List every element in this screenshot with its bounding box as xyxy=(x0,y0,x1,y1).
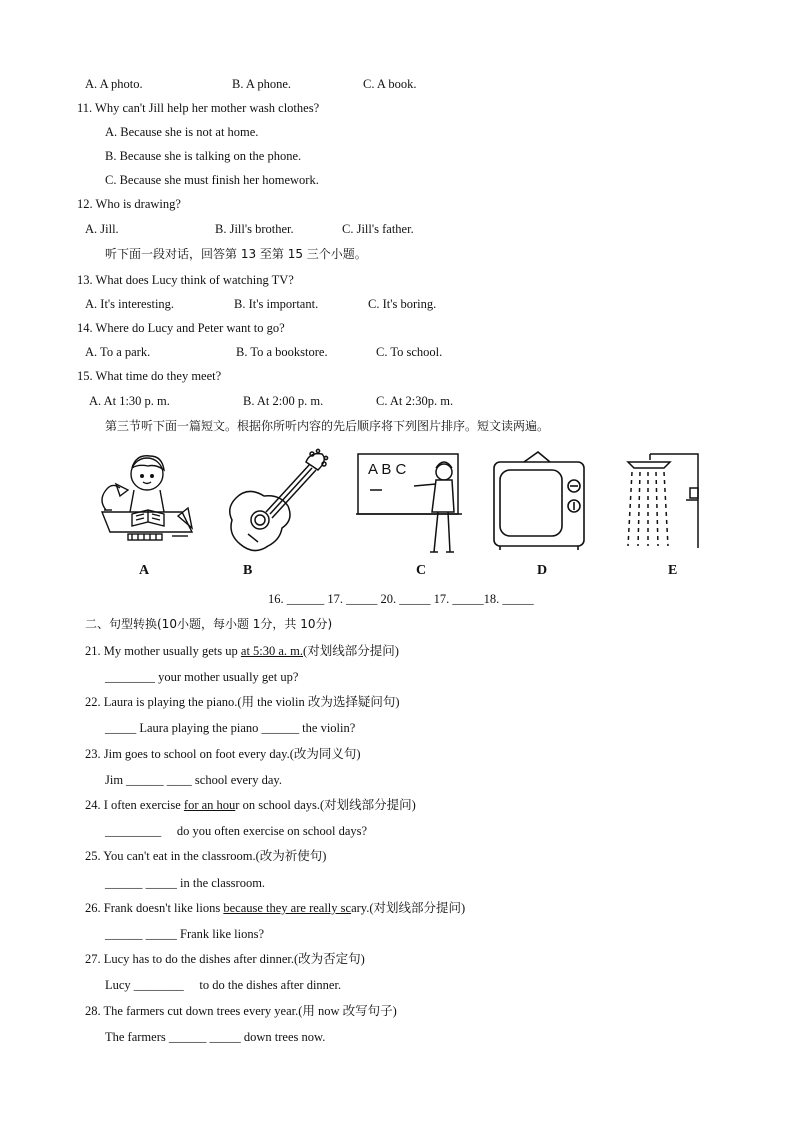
question-text: 24. I often exercise xyxy=(85,798,184,812)
question-stem: 12. Who is drawing? xyxy=(77,197,181,211)
question-24 xyxy=(85,797,416,813)
television-icon xyxy=(490,448,590,552)
option-b: B. A phone. xyxy=(232,77,292,91)
question-22: 22. Laura is playing the piano.(用 the violin 改为选择疑问句) xyxy=(85,695,400,709)
option-a: A. A photo. xyxy=(85,77,143,91)
dialogue-instruction: 听下面一段对话，回答第 13 至第 15 三个小题。 xyxy=(105,247,367,261)
question-text: 26. Frank doesn't like lions xyxy=(85,901,224,915)
instruction: ary.(对划线部分提问) xyxy=(351,901,466,915)
option-b: B. It's important. xyxy=(234,297,319,311)
option-b: B. Because she is talking on the phone. xyxy=(105,149,302,163)
question-stem: 14. Where do Lucy and Peter want to go? xyxy=(77,321,285,335)
option-b: B. Jill's brother. xyxy=(215,222,294,236)
answer-line-27: Lucy ________ to do the dishes after dinner. xyxy=(105,978,342,992)
section-3-instruction: 第三节听下面一篇短文。根据你所听内容的先后顺序将下列图片排序。短文读两遍。 xyxy=(105,419,550,433)
picture-label-c: C xyxy=(416,563,427,578)
option-a: A. It's interesting. xyxy=(85,297,175,311)
question-stem: 13. What does Lucy think of watching TV? xyxy=(77,273,294,287)
option-c: C. A book. xyxy=(363,77,417,91)
answer-line-22: _____ Laura playing the piano ______ the violin? xyxy=(105,721,356,735)
option-c: C. Jill's father. xyxy=(342,222,414,236)
picture-label-b: B xyxy=(243,563,253,578)
shower-icon xyxy=(620,448,710,552)
option-a: A. To a park. xyxy=(85,345,151,359)
answer-line-25: ______ _____ in the classroom. xyxy=(105,876,266,890)
question-stem: 11. Why can't Jill help her mother wash clothes? xyxy=(77,101,320,115)
underlined-part: at 5:30 a. m. xyxy=(240,644,304,658)
question-26 xyxy=(85,900,465,916)
option-a: A. Because she is not at home. xyxy=(105,125,259,139)
question-21 xyxy=(85,643,399,659)
picture-label-d: D xyxy=(537,563,548,578)
order-answer-line: 16. ______ 17. _____ 20. _____ 17. _____18. _____ xyxy=(268,592,534,606)
answer-line-21: ________ your mother usually get up? xyxy=(105,670,299,684)
question-text: 21. My mother usually gets up xyxy=(85,644,241,658)
instruction: r on school days.(对划线部分提问) xyxy=(235,798,416,812)
teacher-blackboard-icon xyxy=(356,452,464,558)
answer-line-23: Jim ______ ____ school every day. xyxy=(105,773,282,787)
question-23: 23. Jim goes to school on foot every day.(改为同义句) xyxy=(85,747,361,761)
question-stem: 15. What time do they meet? xyxy=(77,369,222,383)
picture-label-a: A xyxy=(139,563,150,578)
part-2-title: 二、句型转换(10小题，每小题 1分，共 10分) xyxy=(85,617,333,631)
board-text: A B C xyxy=(368,461,407,478)
option-a: A. At 1:30 p. m. xyxy=(89,394,170,408)
option-c: C. It's boring. xyxy=(368,297,437,311)
boy-studying-icon xyxy=(92,450,202,550)
option-a: A. Jill. xyxy=(85,222,119,236)
guitar-icon xyxy=(218,448,330,558)
picture-label-e: E xyxy=(668,563,678,578)
underlined-part: for an hou xyxy=(183,798,236,812)
instruction: (对划线部分提问) xyxy=(303,644,399,658)
question-28: 28. The farmers cut down trees every year.(用 now 改写句子) xyxy=(85,1004,397,1018)
option-b: B. To a bookstore. xyxy=(236,345,328,359)
question-25: 25. You can't eat in the classroom.(改为祈使句) xyxy=(85,849,327,863)
underlined-part: because they are really sc xyxy=(223,901,352,915)
answer-line-26: ______ _____ Frank like lions? xyxy=(105,927,265,941)
option-c: C. Because she must finish her homework. xyxy=(105,173,319,187)
option-c: C. To school. xyxy=(376,345,443,359)
option-c: C. At 2:30p. m. xyxy=(376,394,454,408)
answer-line-28: The farmers ______ _____ down trees now. xyxy=(105,1030,326,1044)
answer-line-24: _________ do you often exercise on school days? xyxy=(105,824,368,838)
option-b: B. At 2:00 p. m. xyxy=(243,394,324,408)
question-27: 27. Lucy has to do the dishes after dinner.(改为否定句) xyxy=(85,952,365,966)
